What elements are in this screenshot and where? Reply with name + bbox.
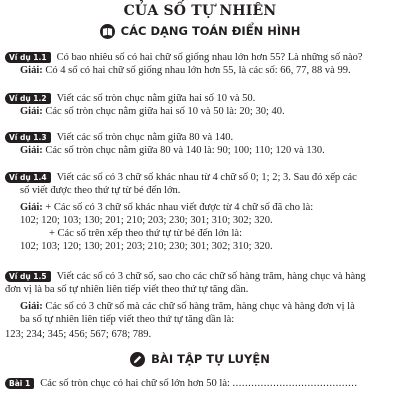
example-question: Viết các số có 3 chữ số khác nhau từ 4 chữ số 0; 1; 2; 3. Sau đó xếp các xyxy=(56,172,357,183)
example-solution: Giải: Các số tròn chục nằm giữa 80 và 140 là: 90; 100; 110; 120 và 130. xyxy=(20,145,325,156)
solution-line: ba số tự nhiên liên tiếp viết theo thứ tự tăng dần là: xyxy=(20,314,235,325)
example-question-cont: số viết được theo thứ tự từ bé đến lớn. xyxy=(20,185,181,196)
example-solution: Giải: Các số có 3 chữ số mà các chữ số hàng trăm, hàng chục và hàng đơn vị là xyxy=(20,301,355,312)
solution-values: 102; 120; 103; 130; 201; 210; 203; 230; 301; 310; 302; 320. xyxy=(20,215,273,226)
exercise-badge: Bài 1 xyxy=(5,378,34,389)
page-title: CỦA SỐ TỰ NHIÊN xyxy=(123,3,277,19)
example-badge: Ví dụ 1.3 xyxy=(5,132,51,143)
example-1-1 xyxy=(5,51,394,77)
exercise-text: Các số tròn chục có hai chữ số lớn hơn 50 là: ........................................ xyxy=(40,378,358,389)
example-question-cont: đơn vị là ba số tự nhiên liên tiếp viết theo thứ tự tăng dần. xyxy=(5,284,249,295)
example-question: Viết các số có 3 chữ số, sao cho các chữ số hàng trăm, hàng chục và hàng xyxy=(56,271,366,282)
book-icon xyxy=(100,24,115,39)
example-1-5 xyxy=(5,270,394,341)
example-question: Có bao nhiêu số có hai chữ số giống nhau lớn hơn 55? Là những số nào? xyxy=(56,52,363,63)
example-badge: Ví dụ 1.5 xyxy=(5,271,51,282)
example-1-4 xyxy=(5,171,394,253)
section-heading-exercises xyxy=(0,352,400,367)
solution-values: 102; 103; 120; 130; 201; 203; 210; 230; 301; 302; 310; 320. xyxy=(20,241,273,252)
section-heading-text: CÁC DẠNG TOÁN ĐIỂN HÌNH xyxy=(120,24,301,38)
solution-values: 123; 234; 345; 456; 567; 678; 789. xyxy=(5,329,152,340)
example-solution: Giải: + Các số có 3 chữ số khác nhau viết được từ 4 chữ số đã cho là: xyxy=(20,202,314,213)
example-1-3 xyxy=(5,131,394,157)
solution-line: + Các số trên xếp theo thứ tự từ bé đến lớn là: xyxy=(49,228,243,239)
example-1-2 xyxy=(5,92,394,118)
example-solution: Giải: Các số tròn chục nằm giữa hai số 10 và 50 là: 20; 30; 40. xyxy=(20,106,285,117)
section-heading-text: BÀI TẬP TỰ LUYỆN xyxy=(151,352,270,366)
example-badge: Ví dụ 1.1 xyxy=(5,52,51,63)
example-solution: Giải: Có 4 số có hai chữ số giống nhau lớn hơn 55, là các số: 66, 77, 88 và 99. xyxy=(20,65,351,76)
example-badge: Ví dụ 1.2 xyxy=(5,93,51,104)
example-question: Viết các số tròn chục nằm giữa 80 và 140. xyxy=(56,132,234,143)
pencil-icon xyxy=(130,352,145,367)
section-heading-typical-problems xyxy=(0,24,400,39)
example-badge: Ví dụ 1.4 xyxy=(5,172,51,183)
exercise-1 xyxy=(5,377,394,390)
example-question: Viết các số tròn chục nằm giữa hai số 10 và 50. xyxy=(56,93,256,104)
